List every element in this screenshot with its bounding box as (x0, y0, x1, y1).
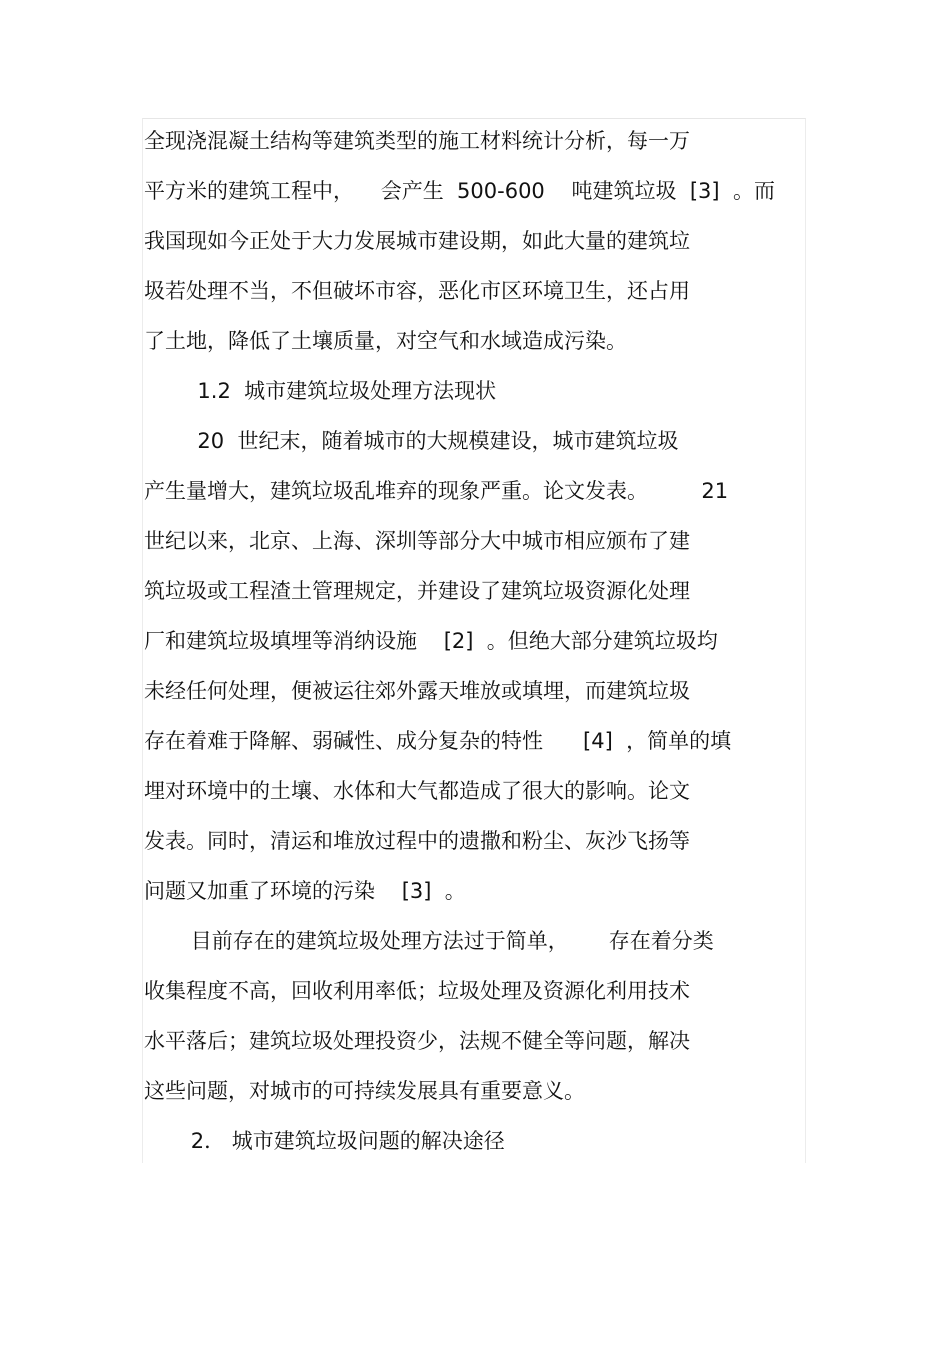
text-line: 世纪以来，北京、上海、深圳等部分大中城市相应颁布了建 (144, 529, 690, 553)
text-line: 这些问题，对城市的可持续发展具有重要意义。 (144, 1079, 585, 1103)
text-line: 我国现如今正处于大力发展城市建设期，如此大量的建筑垃 (144, 229, 690, 253)
text-line: 筑垃圾或工程渣土管理规定，并建设了建筑垃圾资源化处理 (144, 579, 690, 603)
text-line: 目前存在的建筑垃圾处理方法过于简单， 存在着分类 (144, 929, 714, 953)
text-line: 收集程度不高，回收利用率低；垃圾处理及资源化利用技术 (144, 979, 690, 1003)
text-line: 发表。同时，清运和堆放过程中的遗撒和粉尘、灰沙飞扬等 (144, 829, 690, 853)
text-line: 了土地，降低了土壤质量，对空气和水域造成污染。 (144, 329, 627, 353)
text-line: 水平落后；建筑垃圾处理投资少，法规不健全等问题，解决 (144, 1029, 690, 1053)
section-heading: 2． 城市建筑垃圾问题的解决途径 (144, 1129, 505, 1153)
text-line: 产生量增大，建筑垃圾乱堆弃的现象严重。论文发表。 21 (144, 479, 729, 503)
text-line: 未经任何处理，便被运往郊外露天堆放或填埋，而建筑垃圾 (144, 679, 690, 703)
text-line: 圾若处理不当，不但破坏市容，恶化市区环境卫生，还占用 (144, 279, 690, 303)
text-line: 埋对环境中的土壤、水体和大气都造成了很大的影响。论文 (144, 779, 690, 803)
text-line: 存在着难于降解、弱碱性、成分复杂的特性 [4] ，简单的填 (144, 729, 732, 753)
section-heading: 1.2 城市建筑垃圾处理方法现状 (144, 379, 497, 403)
text-line: 问题又加重了环境的污染 [3] 。 (144, 879, 466, 903)
text-line: 厂和建筑垃圾填埋等消纳设施 [2] 。但绝大部分建筑垃圾均 (144, 629, 718, 653)
text-line: 平方米的建筑工程中， 会产生 500-600 吨建筑垃圾 [3] 。而 (144, 179, 775, 203)
text-line: 20 世纪末，随着城市的大规模建设，城市建筑垃圾 (144, 429, 679, 453)
text-line: 全现浇混凝土结构等建筑类型的施工材料统计分析，每一万 (144, 129, 690, 153)
